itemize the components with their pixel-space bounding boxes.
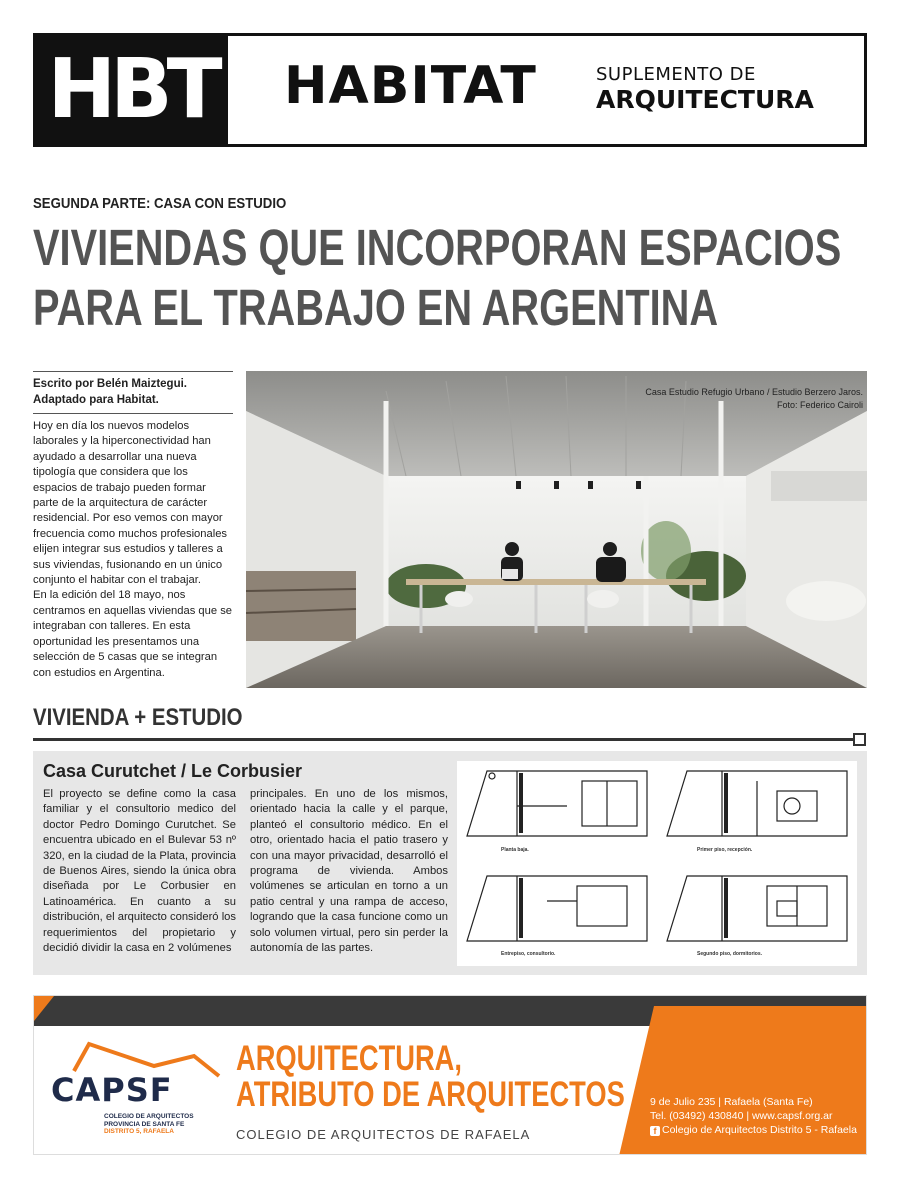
plan-label-first: Primer piso, recepción. — [697, 847, 753, 853]
floor-plans-drawing — [457, 761, 857, 966]
footer-slogan-sub: COLEGIO DE ARQUITECTOS DE RAFAELA — [236, 1127, 531, 1142]
studio-photo-illustration — [246, 371, 867, 688]
article-headline — [33, 218, 842, 338]
headline-line2: PARA EL TRABAJO EN ARGENTINA — [33, 279, 719, 336]
capsf-logo: CAPSF — [51, 1071, 173, 1109]
masthead-subtitle-line2: ARQUITECTURA — [596, 85, 814, 114]
photo-caption-credit: Foto: Federico Cairoli — [776, 400, 863, 410]
article-kicker: SEGUNDA PARTE: CASA CON ESTUDIO — [33, 195, 287, 212]
photo-caption — [645, 386, 863, 412]
intro-paragraph: En la edición del 18 mayo, nos centramos en aquellas viviendas que se integraban con talleres. En esta oportunidad les presentamos una selección de 5 casas que se integran con estudios en Argentina. — [33, 589, 233, 679]
plan-label-second: Segundo piso, dormitorios. — [697, 951, 762, 957]
footer-ad — [33, 995, 867, 1155]
byline-author: Escrito por Belén Maiztegui. — [33, 378, 187, 390]
facebook-icon: f — [650, 1126, 660, 1136]
intro-text — [33, 419, 233, 681]
capsf-logo-lines — [104, 1113, 194, 1136]
case-text-column-1: El proyecto se define como la casa familiar y el consultorio medico del doctor Pedro Domingo Curutchet. Se encuentra ubicado en el Bulevar 53 nº 320, en la ciudad de la Plata, provincia de Buenos Aires, siendo la única obra diseñada por Le Corbusier en Latinoamérica. En cuanto a su distribución, el arquitecto consideró los requerimientos del propietario y decidió dividir la casa en 2 volúmenes — [43, 788, 236, 955]
capsf-line3: DISTRITO 5, RAFAELA — [104, 1128, 174, 1135]
contact-facebook-text: Colegio de Arquitectos Distrito 5 - Rafaela — [662, 1124, 857, 1136]
section-title: VIVIENDA + ESTUDIO — [33, 704, 243, 731]
capsf-line2: PROVINCIA DE SANTA FE — [104, 1120, 185, 1128]
plan-label-ground: Planta baja. — [501, 847, 529, 853]
byline-adapted: Adaptado para Habitat. — [33, 394, 159, 406]
masthead-subtitle — [596, 66, 814, 112]
slogan-line2: ATRIBUTO DE ARQUITECTOS — [236, 1075, 625, 1114]
headline-line1: VIVIENDAS QUE INCORPORAN ESPACIOS — [33, 219, 842, 276]
photo-caption-title: Casa Estudio Refugio Urbano / Estudio Berzero Jaros. — [645, 387, 863, 397]
footer-slogan — [236, 1041, 625, 1113]
masthead-title: HABITAT — [284, 56, 537, 116]
capsf-line1: COLEGIO DE ARQUITECTOS — [104, 1113, 194, 1120]
intro-paragraph: Hoy en día los nuevos modelos laborales y la hiperconectividad han ayudado a desarrollar una nueva tipología que considera que los espacios de trabajo pueden formar parte de la arquitectura de carácter residencial. Por eso vemos con mayor frecuencia como muchos profesionales elijen integrar sus estudios y talleres a sus viviendas, fusionando en un único conjunto el habitar con el trabajar. — [33, 420, 228, 587]
slogan-line1: ARQUITECTURA, — [236, 1039, 462, 1078]
contact-address: 9 de Julio 235 | Rafaela (Santa Fe) — [650, 1096, 813, 1108]
byline — [33, 371, 233, 414]
article-photo — [246, 371, 867, 688]
case-title: Casa Curutchet / Le Corbusier — [43, 761, 303, 781]
contact-facebook — [650, 1123, 857, 1137]
floor-plans — [457, 761, 857, 966]
hbt-logo: HBT — [36, 36, 228, 144]
case-box — [33, 751, 867, 975]
masthead — [33, 33, 867, 147]
case-text-column-2: principales. En uno de los mismos, orientado hacia la calle y el parque, planteó el consultorio médico. En el otro, orientado hacia el patio trasero y con una mayor privacidad, desarrolló el programa de vivienda. Ambos volúmenes se articulan en torno a un patio central y una rampa de acceso, logrando que la casa funcione como un solo volumen virtual, pero sin perder la autonomía de las partes. — [250, 788, 448, 955]
section-rule-end-square — [853, 733, 866, 746]
plan-label-mezzanine: Entrepiso, consultorio. — [501, 951, 556, 957]
section-rule — [33, 738, 853, 741]
footer-contact — [650, 1095, 857, 1137]
contact-phone-web: Tel. (03492) 430840 | www.capsf.org.ar — [650, 1110, 833, 1122]
masthead-subtitle-line1: SUPLEMENTO DE — [596, 64, 756, 85]
